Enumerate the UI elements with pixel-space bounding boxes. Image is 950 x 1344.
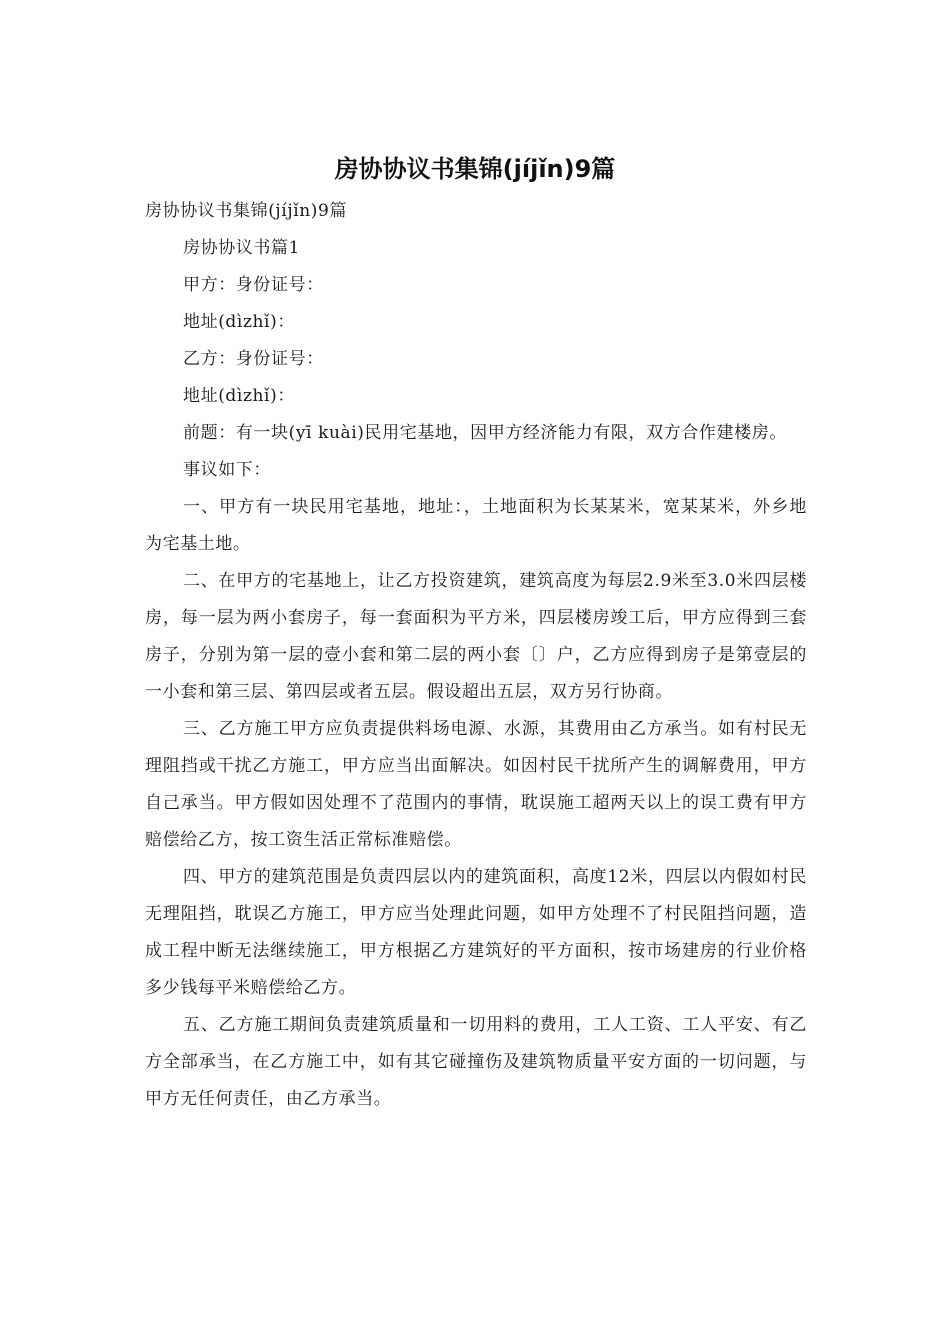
subtitle-paragraph: 房协协议书集锦(jíjǐn)9篇 — [145, 201, 348, 221]
party-b-address-line: 地址(dìzhǐ)： — [183, 386, 295, 406]
clause-1: 一、甲方有一块民用宅基地，地址：，土地面积为长某某米，宽某某米，外乡地为宅基土地。 — [145, 497, 807, 554]
document-body — [145, 193, 807, 1118]
clause-5: 五、乙方施工期间负责建筑质量和一切用料的费用，工人工资、工人平安、有乙方全部承当，在乙方施工中，如有其它碰撞伤及建筑物质量平安方面的一切问题，与甲方无任何责任，由乙方承当。 — [145, 1015, 807, 1109]
agreement-intro: 事议如下： — [183, 460, 271, 480]
clause-3: 三、乙方施工甲方应负责提供料场电源、水源，其费用由乙方承当。如有村民无理阻挡或干扰乙方施工，甲方应当出面解决。如因村民干扰所产生的调解费用，甲方自己承当。甲方假如因处理不了范围内的事情，耽误施工超两天以上的误工费有甲方赔偿给乙方，按工资生活正常标准赔偿。 — [145, 719, 807, 850]
section-heading: 房协协议书篇1 — [183, 238, 301, 258]
party-a-id-line: 甲方：身份证号： — [183, 275, 324, 295]
party-b-id-line: 乙方：身份证号： — [183, 349, 324, 369]
document-title: 房协协议书集锦(jíjǐn)9篇 — [334, 155, 616, 183]
clause-2: 二、在甲方的宅基地上，让乙方投资建筑，建筑高度为每层2.9米至3.0米四层楼房，每一层为两小套房子，每一套面积为平方米，四层楼房竣工后，甲方应得到三套房子，分别为第一层的壹小套和第二层的两小套〔〕户，乙方应得到房子是第壹层的一小套和第三层、第四层或者五层。假设超出五层，双方另行协商。 — [145, 571, 807, 702]
party-a-address-line: 地址(dìzhǐ)： — [183, 312, 295, 332]
clause-4: 四、甲方的建筑范围是负责四层以内的建筑面积，高度12米，四层以内假如村民无理阻挡，耽误乙方施工，甲方应当处理此问题，如甲方处理不了村民阻挡问题，造成工程中断无法继续施工，甲方根据乙方建筑好的平方面积，按市场建房的行业价格多少钱每平米赔偿给乙方。 — [145, 867, 807, 998]
preamble-paragraph: 前题：有一块(yī kuài)民用宅基地，因甲方经济能力有限，双方合作建楼房。 — [183, 423, 787, 443]
